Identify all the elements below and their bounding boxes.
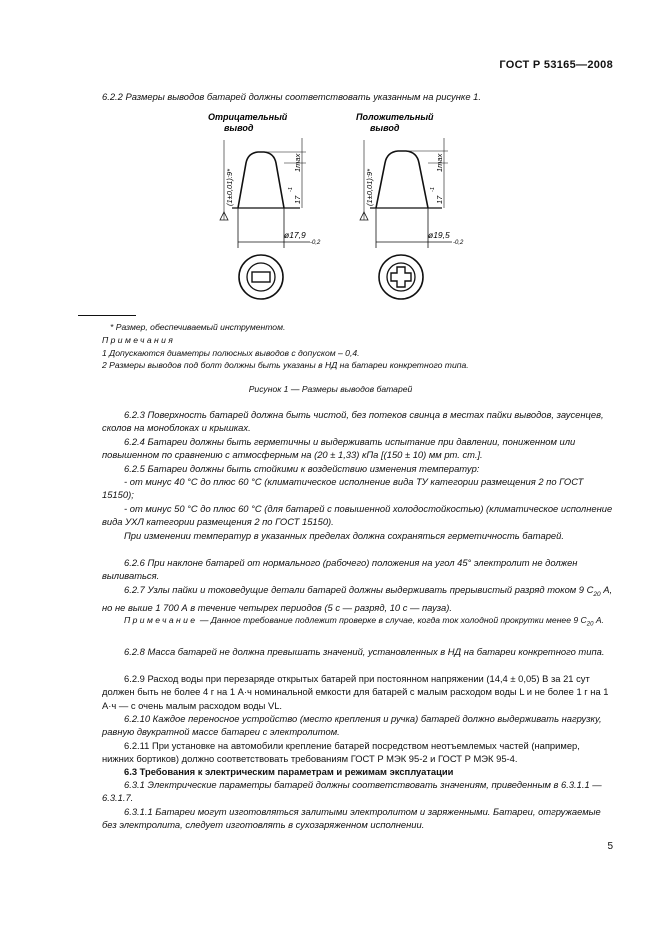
note-2: 2 Размеры выводов под болт должны быть указаны в НД на батареи конкретного типа. — [102, 360, 469, 370]
note-1: 1 Допускаются диаметры полюсных выводов с допуском – 0,4. — [102, 348, 360, 358]
neg-imax: 1max — [293, 153, 302, 172]
neg-height: 17 — [293, 195, 302, 204]
pos-diameter: ø19,5 — [428, 230, 450, 240]
neg-height-tol: -1 — [288, 187, 294, 192]
paragraph-6-2-11: 6.2.11 При установке на автомобили крепление батарей посредством неотъемлемых частей (например, нижних бортиков) должно соответствовать требованиям ГОСТ Р МЭК 95-2 и ГОСТ Р МЭК 95-4. — [102, 740, 580, 765]
paragraph-6-2-5-c: При изменении температур в указанных пределах должна сохраняться герметичность батарей. — [124, 530, 564, 541]
neg-diameter-tolerance: -0,2 — [310, 240, 321, 246]
page-number: 5 — [607, 841, 613, 852]
figure-caption: Рисунок 1 — Размеры выводов батарей — [248, 384, 413, 394]
paragraph-6-2-5: 6.2.5 Батареи должны быть стойкими к воздействию изменения температур: — [124, 463, 480, 474]
notes-title: Примечания — [102, 335, 176, 345]
paragraph-6-3-1: 6.3.1 Электрические параметры батарей должны соответствовать значениям, приведенным в 6.3.1.1 — 6.3.1.7. — [102, 779, 602, 804]
footnote-separator — [78, 315, 136, 316]
terminal-dimensions-figure — [180, 108, 480, 308]
paragraph-6-2-5-a: - от минус 40 °С до плюс 60 °С (климатическое исполнение вида ТУ категории размещения 2 по ГОСТ 15150); — [102, 476, 584, 501]
neg-diameter: ø17,9 — [284, 230, 306, 240]
footnote: * Размер, обеспечиваемый инструментом. — [110, 322, 286, 332]
pos-height: 17 — [435, 195, 444, 204]
neg-title-line1: Отрицательный — [208, 112, 288, 122]
neg-taper: (1±0,01):9* — [225, 168, 234, 206]
paragraph-6-2-9: 6.2.9 Расход воды при перезаряде открытых батарей при постоянном напряжении (14,4 ± 0,05) В за 21 сут должен быть не более 4 г на 1 А·ч номинальной емкости для батарей с малым расходом воды L и не более 1 г на 1 А·ч — с очень малым расходом воды VL. — [102, 673, 609, 711]
paragraph-6-2-4: 6.2.4 Батареи должны быть герметичны и выдерживать испытание при давлении, пониженном или повышенном по сравнению с атмосферным на (20 ± 1,33) кПа [(150 ± 10) мм рт. ст.]. — [102, 436, 576, 461]
pos-imax: 1max — [435, 153, 444, 172]
document-header: ГОСТ Р 53165—2008 — [499, 59, 613, 71]
negative-terminal-drawing — [208, 112, 321, 299]
paragraph-6-2-8: 6.2.8 Масса батарей не должна превышать значений, установленных в НД на батареи конкретного типа. — [124, 646, 605, 657]
paragraph-6-2-7-note: Примечание — Данное требование подлежит проверке в случае, когда ток холодной прокрутки менее 9 $С_{20}$ А. — [124, 615, 604, 628]
paragraph-6-2-5-b: - от минус 50 °С до плюс 60 °С (для батарей с повышенной холодостойкостью) (климатическое исполнение вида УХЛ категории размещения 2 по ГОСТ 15150). — [102, 503, 613, 528]
paragraph-6-2-10: 6.2.10 Каждое переносное устройство (место крепления и ручка) батарей должно выдерживать нагрузку, равную двукратной массе батареи с электролитом. — [102, 713, 602, 738]
paragraph-6-2-6: 6.2.6 При наклоне батарей от нормального (рабочего) положения на угол 45° электролит не должен выливаться. — [102, 557, 578, 582]
positive-terminal-drawing — [356, 112, 464, 299]
intro-paragraph: 6.2.2 Размеры выводов батарей должны соответствовать указанным на рисунке 1. — [102, 91, 481, 102]
pos-height-tol: -1 — [430, 187, 436, 192]
section-heading-6-3: 6.3 Требования к электрическим параметрам и режимам эксплуатации — [124, 766, 454, 777]
pos-diameter-tolerance: -0,2 — [453, 240, 464, 246]
pos-taper: (1±0,01):9* — [365, 168, 374, 206]
paragraph-6-2-7: 6.2.7 Узлы пайки и токоведущие детали батарей должны выдерживать прерывистый разряд током 9 $С_{20}$ А, но не выше 1 700 А в течение четырех периодов (5 с — разряд, 10 с — пауза). — [102, 584, 613, 614]
pos-title-line2: вывод — [370, 123, 400, 133]
paragraph-6-3-1-1: 6.3.1.1 Батареи могут изготовляться залитыми электролитом и заряженными. Батареи, отгружаемые без электролита, следует изготовлять в сухозаряженном исполнении. — [102, 806, 601, 831]
neg-title-line2: вывод — [224, 123, 254, 133]
pos-title-line1: Положительный — [356, 112, 434, 122]
paragraph-6-2-3: 6.2.3 Поверхность батарей должна быть чистой, без потеков свинца в местах пайки выводов, заусенцев, сколов на моноблоках и крышках. — [102, 409, 604, 434]
